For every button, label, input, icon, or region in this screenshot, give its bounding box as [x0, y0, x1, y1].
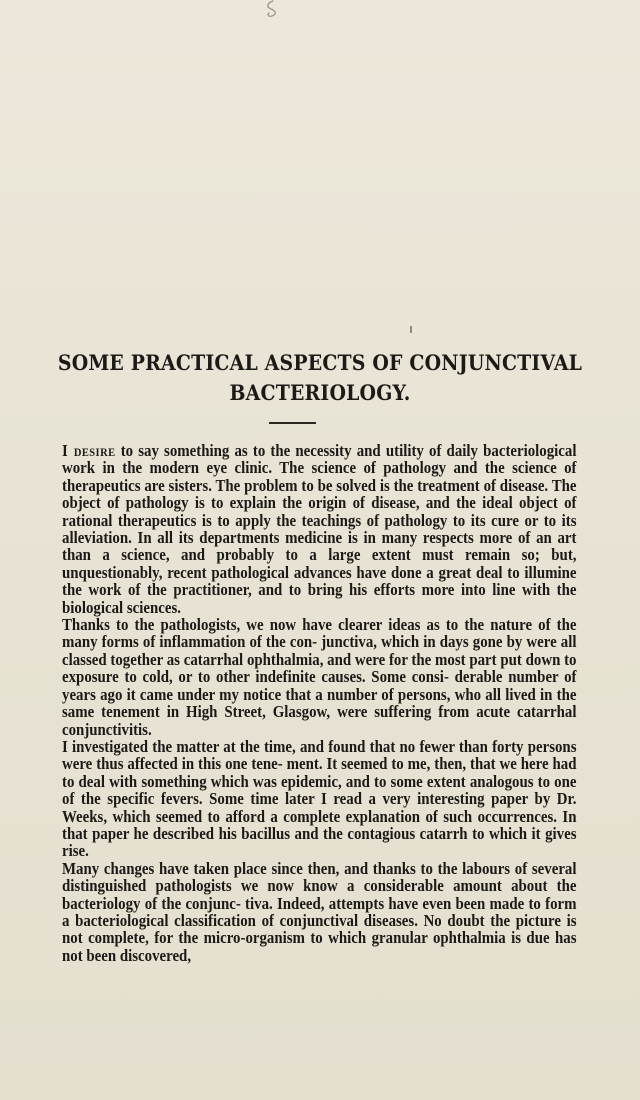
margin-mark — [410, 326, 412, 333]
page-title-line-1: SOME PRACTICAL ASPECTS OF CONJUNCTIVAL — [57, 350, 583, 375]
paragraph-2: Thanks to the pathologists, we now have clearer ideas as to the nature of the many forms of inflammation of the con- junctiva, which in days gone by were all classed together as catarrhal ophthalmia, and were for the most part put down to exposure to cold, or to other indefinite causes. Some consi- derable number of years ago it came under my notice that a number of persons, who all lived in the same tenement in High Street, Glasgow, were suffering from acute catarrhal conjunctivitis. — [62, 615, 577, 739]
paragraph-1 — [62, 442, 577, 616]
pencil-mark-icon — [253, 0, 293, 22]
paragraph-1-text: to say something as to the necessity and utility of daily bacteriological work in the modern eye clinic. The science of pathology and the science of therapeutics are sisters. The problem to be solved is the treatment of disease. The object of pathology is to explain the origin of disease, and the ideal object of rational therapeutics is to apply the teachings of pathology to its cure or to its alleviation. In all its departments medicine is in many respects more of an art than a science, and probably to a large extent must remain so; but, unquestionably, recent pathological advances have done a great deal to illumine the work of the practitioner, and to bring his efforts more into line with the biological sciences. — [62, 441, 577, 617]
paragraph-4: Many changes have taken place since then, and thanks to the labours of several distinguished pathologists we now know a considerable amount about the bacteriology of the conjunc- tiva. Indeed, attempts have even been made to form a bacteriological classification of conjunctival diseases. No doubt the picture is not complete, for the micro-organism to which granular ophthalmia is due has not been discovered, — [62, 858, 577, 965]
article-body — [62, 442, 577, 964]
paragraph-3: I investigated the matter at the time, and found that no fewer than forty persons were thus affected in this one tene- ment. It seemed to me, then, that we here had to deal with something which was epidemic, and to some extent analogous to one of the specific fevers. Some time later I read a very interesting paper by Dr. Weeks, which seemed to afford a complete explanation of such occurrences. In that paper he described his bacillus and the contagious catarrh to which it gives rise. — [62, 736, 577, 861]
title-divider — [269, 422, 316, 424]
paragraph-1-lead: I desire — [62, 441, 116, 460]
page-title-line-2: BACTERIOLOGY. — [229, 380, 411, 405]
